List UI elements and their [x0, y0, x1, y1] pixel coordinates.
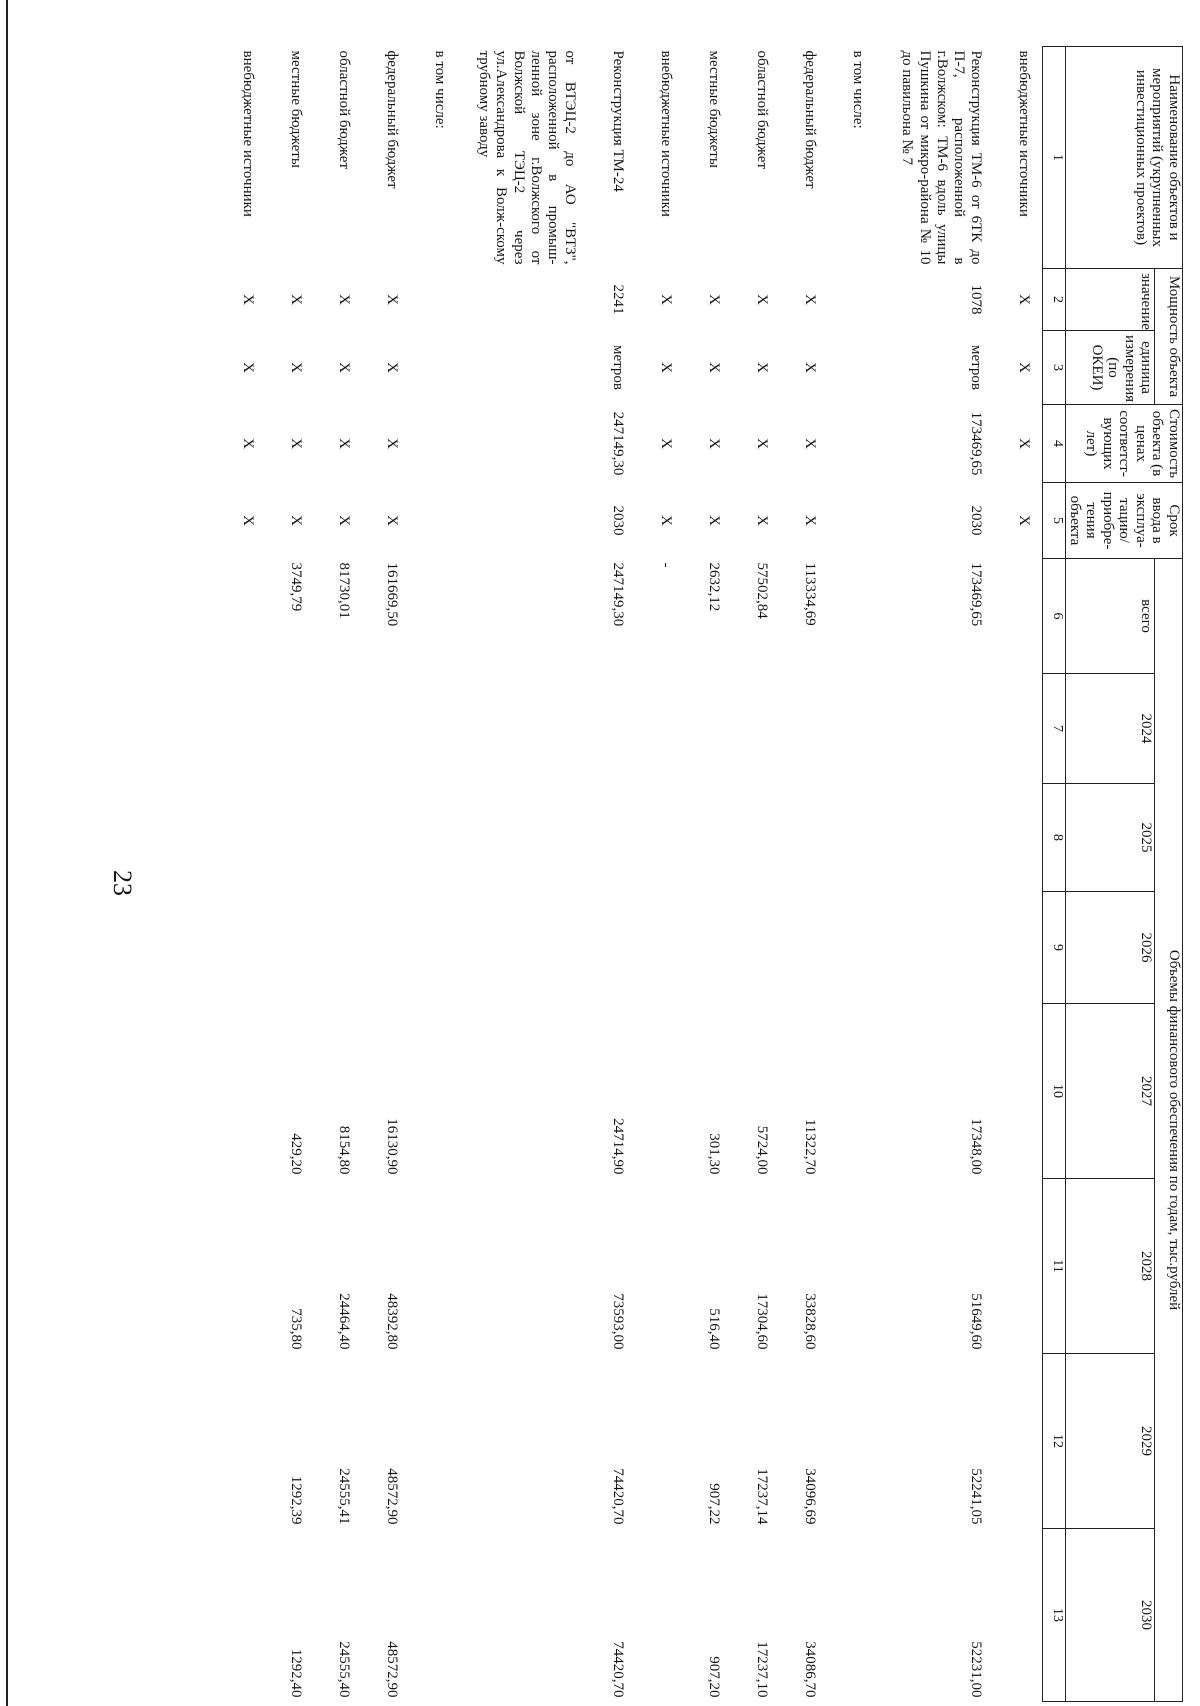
- header-unit: единица измерения (по ОКЕИ): [1066, 331, 1155, 405]
- cell-year-2028: 48392,80: [384, 1293, 401, 1350]
- cell-capacity-unit: X: [754, 362, 771, 373]
- cell-year-2024: [219, 674, 267, 784]
- cell-year-2029: [219, 1354, 267, 1529]
- cell-year-2027: 17348,00: [968, 1118, 985, 1175]
- cell-year-2030: 907,20: [706, 1656, 723, 1698]
- cell-capacity-unit: X: [336, 362, 353, 373]
- cell-year-2024: [363, 674, 411, 784]
- table-row: [685, 47, 733, 1702]
- column-number: 5: [1043, 483, 1066, 559]
- header-cost: Стоимость объекта (в ценах соответст-вующих лет): [1066, 405, 1183, 483]
- cell-year-2029: 48572,90: [384, 1468, 401, 1525]
- header-year: 2029: [1066, 1354, 1155, 1529]
- cell-year-2026: [267, 892, 315, 1004]
- cell-capacity-unit: X: [288, 362, 305, 373]
- cell-total: 81730,01: [336, 562, 353, 619]
- cell-object-name: местные бюджеты: [288, 50, 305, 168]
- cell-total: -: [658, 562, 675, 568]
- cell-capacity-value: X: [706, 294, 723, 305]
- financing-table: [219, 46, 1184, 1702]
- cell-year-2030: [829, 1529, 877, 1702]
- cell-year-2029: 907,22: [706, 1483, 723, 1525]
- cell-object-name: внебюджетные источники: [240, 50, 257, 217]
- cell-object-name: от ВТЭЦ-2 до АО "ВТЗ", расположенной в промыш-ленной зоне г.Волжского от Волжской ТЭЦ-2 через ул.Александрова к Волж-скому трубному заводу: [476, 50, 579, 265]
- cell-year-2028: 24464,40: [336, 1293, 353, 1350]
- cell-capacity-unit: [829, 331, 877, 405]
- cell-year-2030: 34086,70: [802, 1641, 819, 1698]
- cell-year-2029: [459, 1354, 589, 1529]
- cell-cost: X: [336, 438, 353, 449]
- table-row: [411, 47, 459, 1702]
- page-edge-line: [6, 0, 8, 1706]
- table-row: [315, 47, 363, 1702]
- cell-object-name: областной бюджет: [754, 50, 771, 170]
- cell-capacity-value: 1078: [968, 284, 985, 315]
- cell-year-2028: 516,40: [706, 1308, 723, 1350]
- cell-total: 247149,30: [610, 562, 627, 627]
- cell-year-2030: [995, 1529, 1044, 1702]
- cell-year-2030: 1292,40: [288, 1648, 305, 1698]
- cell-year-2030: 48572,90: [384, 1641, 401, 1698]
- table-row: [589, 47, 637, 1702]
- header-capacity: Мощность объекта: [1155, 269, 1183, 405]
- cell-term: X: [384, 515, 401, 526]
- cell-year-2030: 52231,00: [968, 1641, 985, 1698]
- cell-year-2027: 11322,70: [802, 1118, 819, 1175]
- cell-object-name: местные бюджеты: [706, 50, 723, 168]
- cell-cost: [411, 405, 459, 483]
- header-year: 2026: [1066, 892, 1155, 1004]
- cell-cost: X: [288, 438, 305, 449]
- cell-year-2027: [637, 1004, 685, 1179]
- cell-year-2025: [589, 784, 637, 892]
- cell-capacity-value: 2241: [610, 284, 627, 315]
- cell-term: X: [288, 515, 305, 526]
- cell-year-2025: [781, 784, 829, 892]
- cell-year-2028: 735,80: [288, 1308, 305, 1350]
- cell-capacity-value: X: [240, 294, 257, 305]
- cell-term: X: [802, 515, 819, 526]
- cell-term: [459, 483, 589, 559]
- cell-capacity-unit: метров: [610, 345, 627, 390]
- cell-year-2029: [829, 1354, 877, 1529]
- cell-capacity-value: X: [384, 294, 401, 305]
- column-number: 10: [1043, 1004, 1066, 1179]
- cell-year-2024: [781, 674, 829, 784]
- header-year: 2024: [1066, 674, 1155, 784]
- cell-year-2025: [267, 784, 315, 892]
- cell-year-2029: 74420,70: [610, 1468, 627, 1525]
- cell-object-name: Реконструкция ТМ-24: [610, 50, 627, 192]
- cell-capacity-unit: [459, 331, 589, 405]
- cell-capacity-value: X: [288, 294, 305, 305]
- cell-year-2026: [315, 892, 363, 1004]
- table-row: [781, 47, 829, 1702]
- cell-year-2024: [459, 674, 589, 784]
- cell-year-2025: [733, 784, 781, 892]
- cell-total: 3749,79: [288, 562, 305, 612]
- cell-capacity-unit: X: [240, 362, 257, 373]
- cell-cost: [459, 405, 589, 483]
- cell-year-2028: 17304,60: [754, 1293, 771, 1350]
- cell-object-name: Реконструкция ТМ-6 от 6ТК до П-7, расположенной в г.Волжском: ТМ-6 вдоль улицы Пушкина от микро-района № 10 до павильона № 7: [899, 50, 985, 265]
- cell-term: X: [754, 515, 771, 526]
- header-year: 2025: [1066, 784, 1155, 892]
- header-object-name: Наименование объектов и мероприятий (укрупненных инвестиционных проектов): [1066, 47, 1183, 269]
- cell-cost: X: [754, 438, 771, 449]
- cell-year-2027: [459, 1004, 589, 1179]
- cell-year-2025: [637, 784, 685, 892]
- column-number: 6: [1043, 559, 1066, 674]
- cell-year-2029: 52241,05: [968, 1468, 985, 1525]
- cell-year-2028: [459, 1179, 589, 1354]
- cell-year-2029: [637, 1354, 685, 1529]
- cell-cost: X: [706, 438, 723, 449]
- cell-total: 2632,12: [706, 562, 723, 612]
- cell-total: [219, 559, 267, 674]
- header-funding: Объемы финансового обеспечения по годам, тыс.рублей: [1155, 559, 1183, 1702]
- cell-year-2024: [733, 674, 781, 784]
- cell-year-2030: [411, 1529, 459, 1702]
- cell-term: 2030: [968, 505, 985, 536]
- cell-year-2029: 24555,41: [336, 1468, 353, 1525]
- cell-year-2025: [685, 784, 733, 892]
- cell-term: X: [706, 515, 723, 526]
- header-total: всего: [1066, 559, 1155, 674]
- cell-object-name: федеральный бюджет: [802, 50, 819, 189]
- cell-year-2024: [829, 674, 877, 784]
- table-row: [829, 47, 877, 1702]
- cell-year-2024: [877, 674, 995, 784]
- cell-year-2026: [637, 892, 685, 1004]
- cell-year-2026: [459, 892, 589, 1004]
- column-number: 8: [1043, 784, 1066, 892]
- cell-year-2024: [995, 674, 1044, 784]
- cell-cost: X: [384, 438, 401, 449]
- cell-year-2026: [877, 892, 995, 1004]
- cell-year-2029: 1292,39: [288, 1475, 305, 1525]
- cell-year-2030: [219, 1529, 267, 1702]
- cell-year-2026: [781, 892, 829, 1004]
- cell-object-name: внебюджетные источники: [658, 50, 675, 217]
- cell-capacity-value: X: [336, 294, 353, 305]
- table-row: [995, 47, 1044, 1702]
- table-row: [363, 47, 411, 1702]
- cell-year-2026: [363, 892, 411, 1004]
- cell-year-2028: [637, 1179, 685, 1354]
- cell-year-2030: [637, 1529, 685, 1702]
- cell-total: [459, 559, 589, 674]
- cell-cost: X: [240, 438, 257, 449]
- cell-capacity-unit: X: [802, 362, 819, 373]
- table-row: [637, 47, 685, 1702]
- cell-year-2024: [685, 674, 733, 784]
- column-number: 9: [1043, 892, 1066, 1004]
- table-body: [219, 47, 1044, 1702]
- cell-year-2027: 429,20: [288, 1133, 305, 1175]
- cell-term: [411, 483, 459, 559]
- cell-year-2028: [411, 1179, 459, 1354]
- cell-object-name: областной бюджет: [336, 50, 353, 170]
- cell-year-2026: [685, 892, 733, 1004]
- cell-total: [829, 559, 877, 674]
- cell-year-2025: [315, 784, 363, 892]
- cell-year-2024: [589, 674, 637, 784]
- cell-capacity-unit: [411, 331, 459, 405]
- cell-cost: X: [802, 438, 819, 449]
- cell-year-2024: [637, 674, 685, 784]
- cell-year-2024: [315, 674, 363, 784]
- cell-year-2026: [995, 892, 1044, 1004]
- cell-year-2025: [219, 784, 267, 892]
- header-value: значение: [1066, 269, 1155, 331]
- cell-year-2026: [829, 892, 877, 1004]
- cell-capacity-value: X: [754, 294, 771, 305]
- cell-year-2030: 74420,70: [610, 1641, 627, 1698]
- cell-capacity-unit: X: [1016, 362, 1033, 373]
- cell-year-2028: 51649,60: [968, 1293, 985, 1350]
- cell-year-2026: [411, 892, 459, 1004]
- cell-total: 113334,69: [802, 562, 819, 626]
- cell-capacity-value: [459, 269, 589, 331]
- column-number: 7: [1043, 674, 1066, 784]
- cell-object-name: в том числе:: [850, 50, 867, 129]
- cell-year-2025: [459, 784, 589, 892]
- cell-year-2028: [995, 1179, 1044, 1354]
- cell-year-2028: 33828,60: [802, 1293, 819, 1350]
- cell-cost: 247149,30: [610, 411, 627, 476]
- cell-term: X: [240, 515, 257, 526]
- cell-year-2029: 34096,69: [802, 1468, 819, 1525]
- page-number: 23: [108, 870, 137, 896]
- cell-year-2030: 24555,40: [336, 1641, 353, 1698]
- cell-year-2027: [829, 1004, 877, 1179]
- cell-total: 57502,84: [754, 562, 771, 619]
- cell-capacity-value: [411, 269, 459, 331]
- cell-year-2028: 73593,00: [610, 1293, 627, 1350]
- cell-capacity-value: X: [802, 294, 819, 305]
- column-number: 4: [1043, 405, 1066, 483]
- cell-year-2027: [219, 1004, 267, 1179]
- column-number: 3: [1043, 331, 1066, 405]
- table-row: [459, 47, 589, 1702]
- cell-year-2030: [459, 1529, 589, 1702]
- cell-year-2025: [411, 784, 459, 892]
- cell-year-2026: [219, 892, 267, 1004]
- cell-capacity-value: [829, 269, 877, 331]
- cell-capacity-value: X: [1016, 294, 1033, 305]
- cell-cost: X: [658, 438, 675, 449]
- cell-year-2027: 5724,00: [754, 1125, 771, 1175]
- cell-capacity-value: X: [658, 294, 675, 305]
- cell-year-2026: [733, 892, 781, 1004]
- cell-year-2028: [219, 1179, 267, 1354]
- cell-term: X: [1016, 515, 1033, 526]
- column-number: 11: [1043, 1179, 1066, 1354]
- cell-term: X: [336, 515, 353, 526]
- cell-year-2025: [995, 784, 1044, 892]
- header-year: 2030: [1066, 1529, 1155, 1702]
- column-number: 12: [1043, 1354, 1066, 1529]
- cell-year-2029: [995, 1354, 1044, 1529]
- header-year: 2027: [1066, 1004, 1155, 1179]
- cell-year-2027: [995, 1004, 1044, 1179]
- cell-term: X: [658, 515, 675, 526]
- cell-total: 173469,65: [968, 562, 985, 627]
- cell-year-2025: [877, 784, 995, 892]
- cell-term: [829, 483, 877, 559]
- cell-year-2027: 8154,80: [336, 1125, 353, 1175]
- cell-object-name: федеральный бюджет: [384, 50, 401, 189]
- table-row: [877, 47, 995, 1702]
- cell-total: [411, 559, 459, 674]
- cell-year-2024: [267, 674, 315, 784]
- column-number: 2: [1043, 269, 1066, 331]
- cell-cost: X: [1016, 438, 1033, 449]
- cell-total: 161669,50: [384, 562, 401, 627]
- table-row: [219, 47, 267, 1702]
- cell-capacity-unit: X: [384, 362, 401, 373]
- header-year: 2028: [1066, 1179, 1155, 1354]
- cell-year-2030: 17237,10: [754, 1641, 771, 1698]
- cell-term: 2030: [610, 505, 627, 536]
- cell-object-name: в том числе:: [432, 50, 449, 129]
- column-number: 13: [1043, 1529, 1066, 1702]
- cell-year-2027: 16130,90: [384, 1118, 401, 1175]
- header-term: Срок ввода в эксплуа-тацию/ приобре-тения объекта: [1066, 483, 1183, 559]
- cell-year-2027: 301,30: [706, 1133, 723, 1175]
- cell-year-2024: [411, 674, 459, 784]
- cell-year-2026: [589, 892, 637, 1004]
- cell-cost: 173469,65: [968, 411, 985, 476]
- column-number: 1: [1043, 47, 1066, 269]
- cell-total: [995, 559, 1044, 674]
- cell-year-2029: [411, 1354, 459, 1529]
- cell-cost: [829, 405, 877, 483]
- cell-year-2025: [363, 784, 411, 892]
- cell-year-2025: [829, 784, 877, 892]
- table-row: [733, 47, 781, 1702]
- cell-year-2028: [829, 1179, 877, 1354]
- cell-capacity-unit: метров: [968, 345, 985, 390]
- cell-object-name: внебюджетные источники: [1016, 50, 1033, 217]
- cell-year-2029: 17237,14: [754, 1468, 771, 1525]
- cell-year-2027: 24714,90: [610, 1118, 627, 1175]
- cell-capacity-unit: X: [706, 362, 723, 373]
- cell-year-2027: [411, 1004, 459, 1179]
- cell-capacity-unit: X: [658, 362, 675, 373]
- table-row: [267, 47, 315, 1702]
